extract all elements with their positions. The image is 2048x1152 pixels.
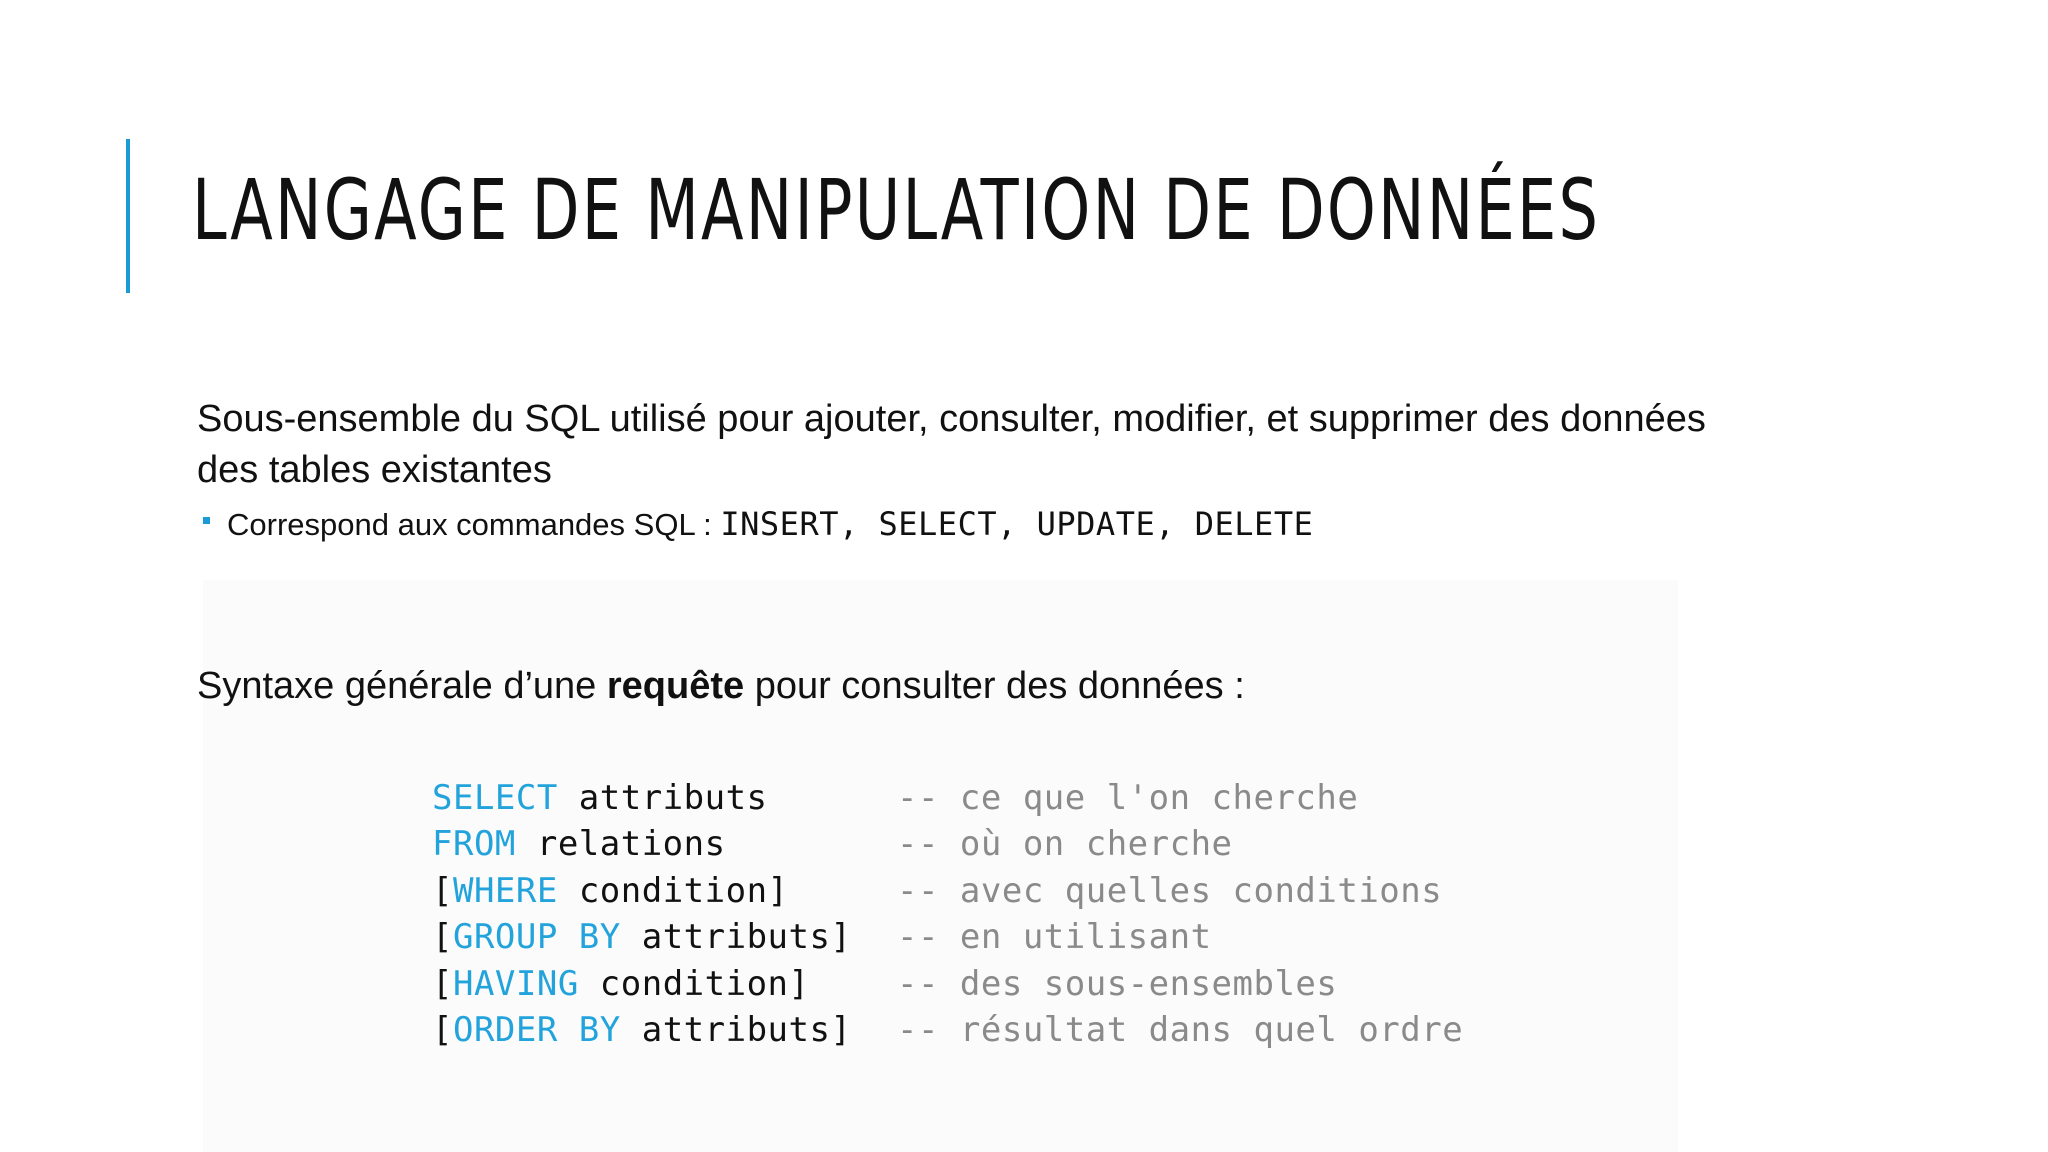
code-keyword: SELECT (432, 778, 558, 818)
code-close-bracket: ] (830, 917, 852, 958)
code-close-bracket: ] (788, 963, 810, 1004)
code-line (432, 868, 1463, 914)
intro-paragraph: Sous-ensemble du SQL utilisé pour ajouter, consulter, modifier, et supprimer des données des tables existantes (197, 398, 1706, 491)
bullet-label: Correspond aux commandes SQL : (227, 507, 721, 542)
code-line (432, 961, 1463, 1007)
syntax-intro-before: Syntaxe générale d’une (197, 665, 607, 707)
code-argument: condition (557, 870, 768, 911)
code-comment: -- avec quelles conditions (897, 870, 1443, 911)
code-comment: -- des sous-ensembles (897, 963, 1338, 1004)
code-argument: attributs (557, 778, 768, 818)
code-line (432, 1007, 1463, 1053)
code-keyword: WHERE (452, 870, 558, 911)
code-close-bracket: ] (830, 1009, 852, 1050)
code-line (432, 821, 1463, 867)
code-comment: -- ce que l'on cherche (897, 778, 1359, 818)
bullet-item (203, 502, 1313, 547)
code-open-bracket: [ (432, 870, 453, 911)
code-close-bracket: ] (767, 870, 789, 911)
bullet-commands: INSERT, SELECT, UPDATE, DELETE (720, 505, 1314, 543)
syntax-intro-after: pour consulter des données : (744, 665, 1245, 707)
code-line (432, 775, 1463, 821)
code-keyword: ORDER BY (452, 1009, 621, 1050)
code-open-bracket: [ (432, 1009, 453, 1050)
code-argument: attributs (620, 1009, 831, 1050)
syntax-intro (197, 661, 1245, 712)
slide-title: LANGAGE DE MANIPULATION DE DONNÉES (192, 161, 1601, 259)
code-open-bracket: [ (432, 963, 453, 1004)
code-line (432, 914, 1463, 960)
code-comment: -- résultat dans quel ordre (897, 1009, 1464, 1050)
syntax-intro-bold: requête (606, 665, 745, 707)
code-keyword: FROM (432, 824, 516, 865)
code-comment: -- en utilisant (897, 917, 1212, 958)
code-keyword: HAVING (452, 963, 579, 1004)
code-argument: attributs (620, 917, 831, 958)
title-accent-bar (126, 139, 130, 293)
code-argument: condition (578, 963, 789, 1004)
code-comment: -- où on cherche (897, 824, 1233, 865)
code-open-bracket: [ (432, 917, 453, 958)
code-keyword: GROUP BY (452, 917, 621, 958)
bullet-square-icon (203, 517, 210, 524)
code-argument: relations (515, 824, 726, 865)
sql-code-block (432, 775, 1463, 1053)
